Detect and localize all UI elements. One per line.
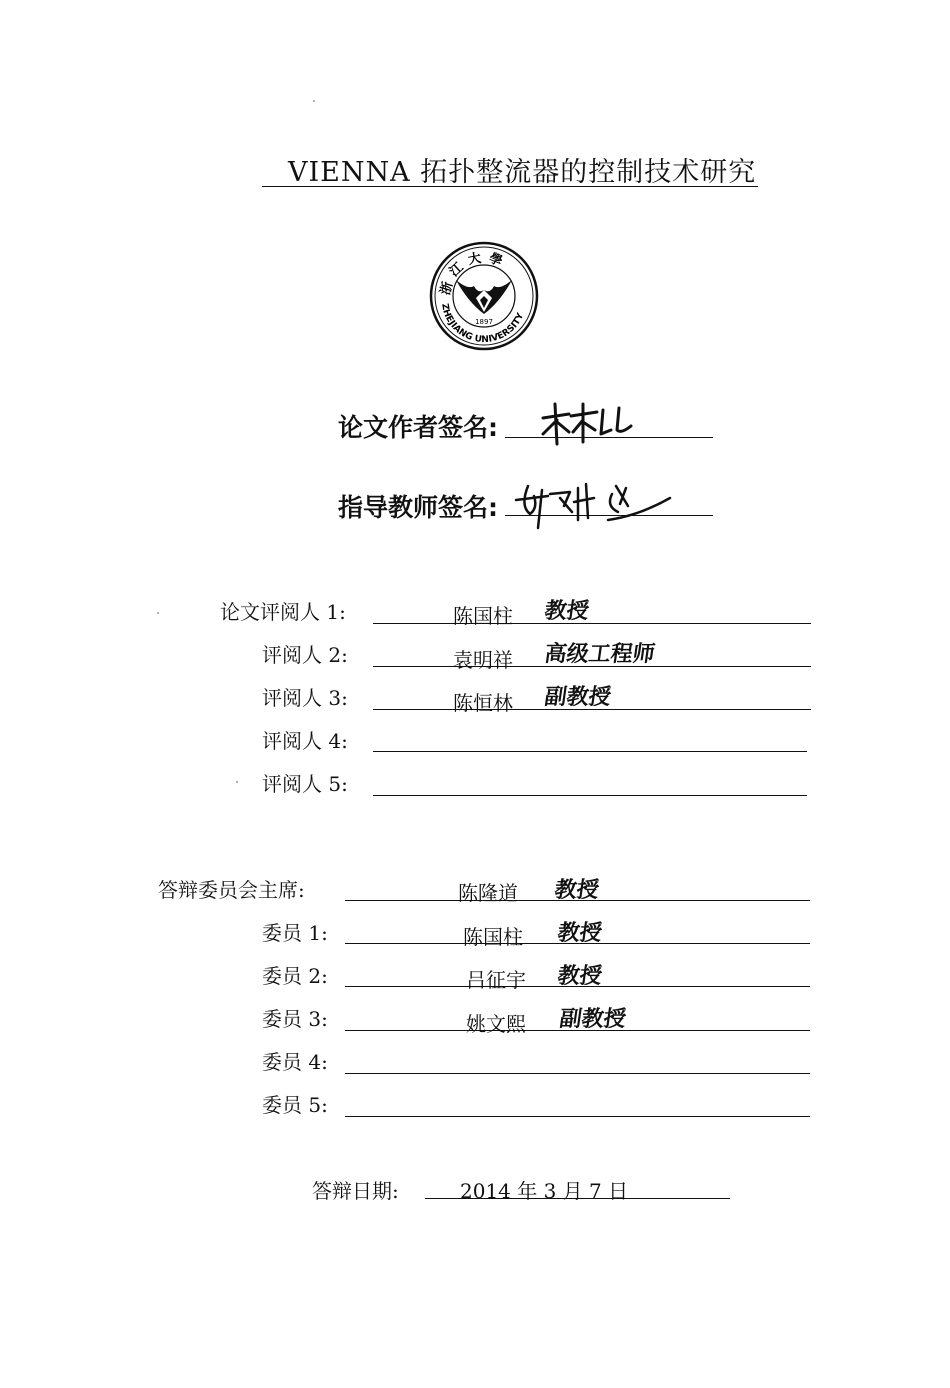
committee-member-3-name: 姚文熙 [466, 1012, 526, 1036]
committee-member-4-label: 委员 4: [262, 1050, 328, 1074]
reviewer-1-name: 陈国柱 [453, 604, 513, 628]
author-signature [535, 400, 655, 448]
reviewer-4-line [373, 751, 807, 752]
reviewer-5-line [373, 795, 807, 796]
committee-chair-label: 答辩委员会主席: [158, 878, 305, 902]
reviewer-4-label: 评阅人 4: [262, 729, 348, 753]
committee-member-1-name: 陈国柱 [463, 925, 523, 949]
reviewer-1-label: 论文评阅人 1: [220, 600, 346, 624]
reviewer-3-title: 副教授 [542, 685, 613, 710]
author-signature-label: 论文作者签名: [338, 413, 498, 442]
committee-member-2-name: 吕征宇 [466, 968, 526, 992]
reviewer-3-name: 陈恒林 [453, 691, 513, 715]
reviewer-3-label: 评阅人 3: [262, 686, 348, 710]
committee-member-3-title: 副教授 [557, 1007, 628, 1032]
reviewer-2-label: 评阅人 2: [262, 643, 348, 667]
committee-member-1-title: 教授 [555, 921, 604, 946]
seal-year: 1897 [475, 318, 493, 326]
committee-member-2-label: 委员 2: [262, 964, 328, 988]
title-underline [262, 186, 758, 187]
reviewer-1-title: 教授 [542, 599, 591, 624]
reviewer-1-line [373, 623, 811, 624]
committee-member-5-label: 委员 5: [262, 1093, 328, 1117]
zhejiang-university-seal-icon [428, 240, 540, 352]
committee-member-4-line [345, 1073, 810, 1074]
thesis-title: VIENNA 拓扑整流器的控制技术研究 [288, 157, 757, 188]
committee-member-1-line [345, 943, 810, 944]
committee-member-5-line [345, 1116, 810, 1117]
reviewer-5-label: 评阅人 5: [262, 772, 348, 796]
committee-chair-line [345, 900, 810, 901]
reviewer-2-line [373, 666, 811, 667]
scan-speck [313, 100, 315, 102]
defense-date-value: 2014 年 3 月 7 日 [460, 1179, 629, 1203]
seal-bottom-text: ZHEJIANG UNIVERSITY [439, 302, 527, 346]
reviewer-2-title: 高级工程师 [542, 642, 657, 667]
committee-member-2-line [345, 986, 810, 987]
seal-top-text: 浙江大學 [438, 250, 510, 297]
committee-chair-name: 陈隆道 [458, 881, 518, 905]
supervisor-signature-label: 指导教师签名: [338, 493, 498, 522]
committee-member-1-label: 委员 1: [262, 921, 328, 945]
committee-member-3-line [345, 1030, 810, 1031]
committee-member-2-title: 教授 [555, 964, 604, 989]
committee-chair-title: 教授 [552, 878, 601, 903]
committee-member-3-label: 委员 3: [262, 1007, 328, 1031]
reviewer-3-line [373, 709, 811, 710]
supervisor-signature [508, 476, 683, 531]
scan-speck [157, 612, 159, 614]
defense-date-label: 答辩日期: [312, 1179, 399, 1203]
defense-date-line [425, 1198, 730, 1199]
reviewer-2-name: 袁明祥 [453, 648, 513, 672]
scan-speck [236, 781, 238, 783]
